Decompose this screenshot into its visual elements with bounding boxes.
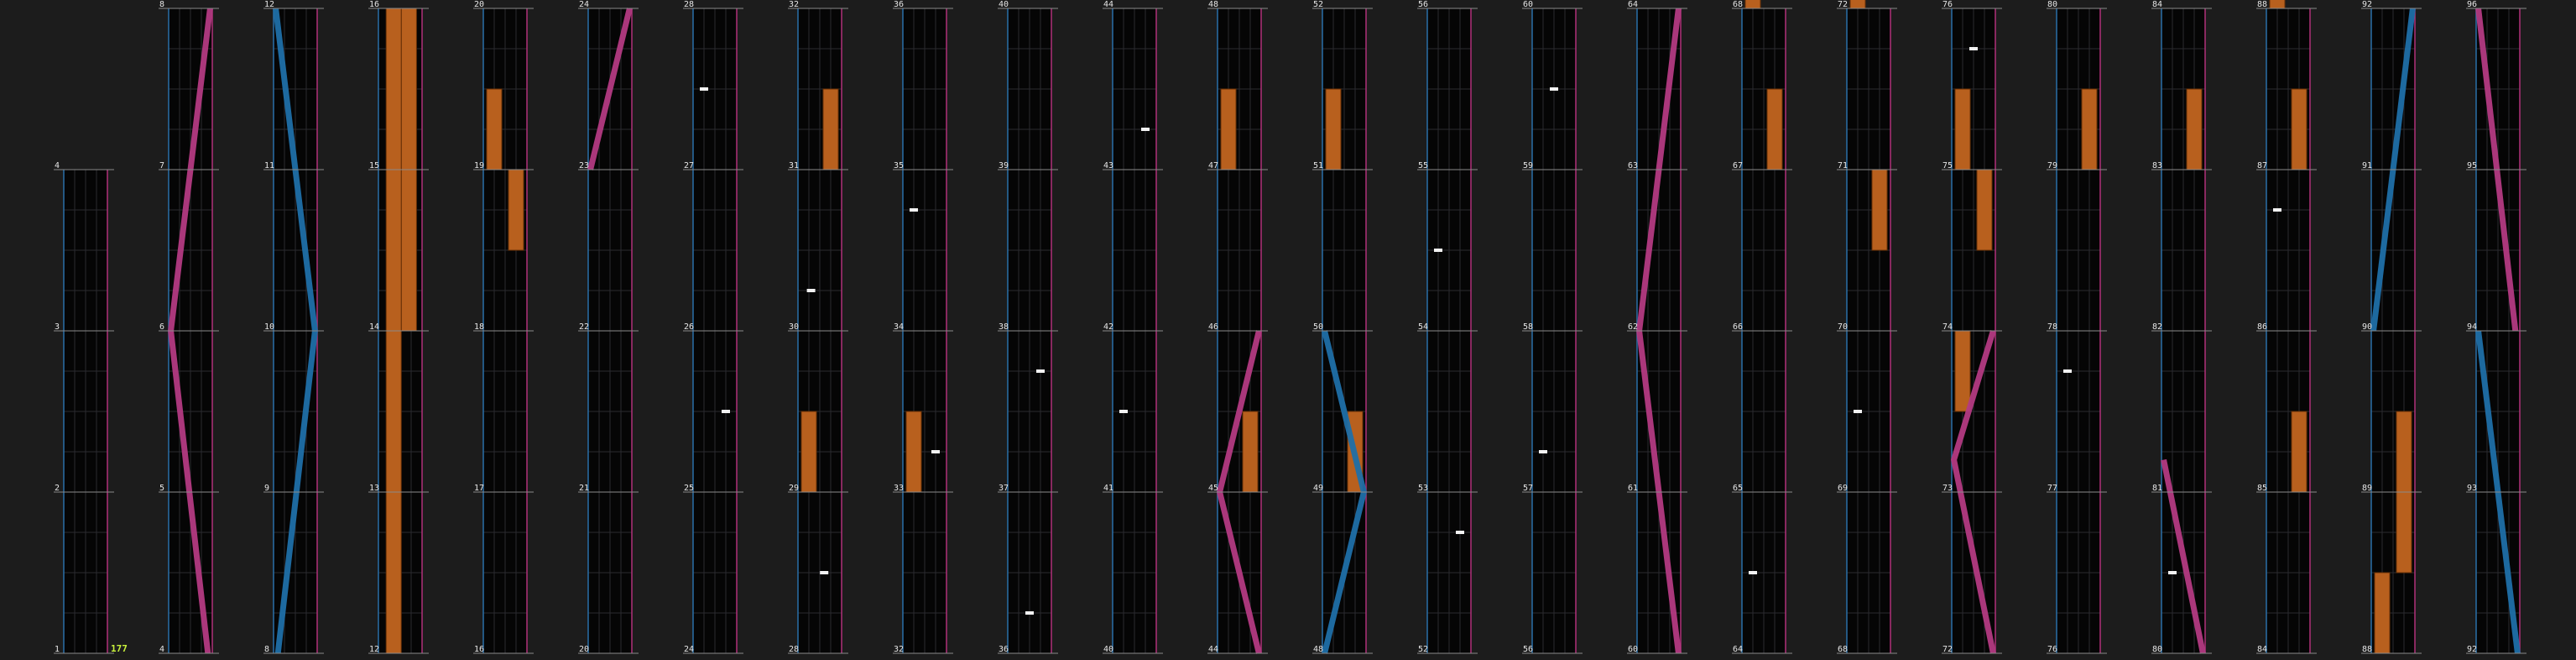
measure-number: 6 xyxy=(159,322,165,332)
measure-number: 85 xyxy=(2257,484,2268,493)
chip-note xyxy=(2273,208,2281,212)
measure-number: 41 xyxy=(1103,484,1114,493)
fx-hold-note xyxy=(2292,89,2307,170)
fx-hold-note xyxy=(823,89,838,170)
measure-number: 9 xyxy=(264,484,270,493)
measure-number: 57 xyxy=(1523,484,1534,493)
measure-number: 32 xyxy=(894,645,905,654)
fx-hold-note xyxy=(1745,0,1760,8)
measure-number: 23 xyxy=(579,161,590,170)
measure-number: 44 xyxy=(1208,645,1219,654)
measure-number: 18 xyxy=(474,322,485,332)
measure-number: 91 xyxy=(2362,161,2373,170)
fx-hold-note xyxy=(1850,0,1865,8)
chip-note xyxy=(1550,87,1558,91)
measure-number: 35 xyxy=(894,161,905,170)
chip-note xyxy=(931,450,940,453)
fx-hold-note xyxy=(1243,411,1258,492)
measure-number: 84 xyxy=(2257,645,2268,654)
measure-number: 10 xyxy=(264,322,275,332)
fx-hold-note xyxy=(801,411,816,492)
measure-number: 62 xyxy=(1628,322,1639,332)
measure-number: 72 xyxy=(1942,645,1953,654)
measure-number: 66 xyxy=(1733,322,1744,332)
measure-number: 88 xyxy=(2362,645,2373,654)
measure-number: 79 xyxy=(2047,161,2058,170)
measure-number: 54 xyxy=(1418,322,1429,332)
measure-number: 96 xyxy=(2467,0,2478,9)
measure-number: 51 xyxy=(1313,161,1324,170)
chip-note xyxy=(1969,47,1978,50)
measure-number: 53 xyxy=(1418,484,1429,493)
measure-number: 68 xyxy=(1838,645,1849,654)
measure-number: 39 xyxy=(999,161,1009,170)
measure-number: 48 xyxy=(1313,645,1324,654)
fx-hold-note xyxy=(1955,331,1970,411)
measure-number: 80 xyxy=(2152,645,2163,654)
measure-number: 20 xyxy=(474,0,485,9)
measure-number: 92 xyxy=(2467,645,2478,654)
measure-number: 7 xyxy=(159,161,165,170)
measure-number: 11 xyxy=(264,161,275,170)
measure-number: 90 xyxy=(2362,322,2373,332)
measure-number: 43 xyxy=(1103,161,1114,170)
chip-note xyxy=(1036,369,1045,373)
measure-number: 36 xyxy=(894,0,905,9)
measure-number: 80 xyxy=(2047,0,2058,9)
measure-number: 69 xyxy=(1838,484,1849,493)
chip-note xyxy=(1539,450,1547,453)
measure-number: 77 xyxy=(2047,484,2058,493)
chip-note xyxy=(700,87,708,91)
fx-hold-note xyxy=(2187,89,2202,170)
measure-number: 13 xyxy=(369,484,380,493)
measure-number: 56 xyxy=(1418,0,1429,9)
measure-number: 45 xyxy=(1208,484,1219,493)
measure-number: 40 xyxy=(999,0,1009,9)
measure-number: 38 xyxy=(999,322,1009,332)
measure-number: 70 xyxy=(1838,322,1849,332)
measure-number: 48 xyxy=(1208,0,1219,9)
measure-number: 4 xyxy=(55,161,60,170)
measure-number: 46 xyxy=(1208,322,1219,332)
chip-note xyxy=(2168,571,2177,574)
measure-number: 95 xyxy=(2467,161,2478,170)
fx-hold-note xyxy=(508,170,524,250)
measure-number: 72 xyxy=(1838,0,1849,9)
measure-number: 76 xyxy=(2047,645,2058,654)
chip-note xyxy=(910,208,918,212)
measure-number: 49 xyxy=(1313,484,1324,493)
measure-number: 42 xyxy=(1103,322,1114,332)
measure-number: 28 xyxy=(789,645,800,654)
fx-hold-note xyxy=(1326,89,1341,170)
measure-number: 92 xyxy=(2362,0,2373,9)
measure-number: 64 xyxy=(1733,645,1744,654)
measure-number: 55 xyxy=(1418,161,1429,170)
measure-number: 59 xyxy=(1523,161,1534,170)
measure-number: 76 xyxy=(1942,0,1953,9)
measure-number: 87 xyxy=(2257,161,2268,170)
measure-number: 86 xyxy=(2257,322,2268,332)
measure-number: 52 xyxy=(1418,645,1429,654)
measure-number: 16 xyxy=(369,0,380,9)
measure-number: 73 xyxy=(1942,484,1953,493)
fx-hold-note xyxy=(1955,89,1970,170)
fx-hold-note xyxy=(487,89,502,170)
fx-hold-note xyxy=(1872,170,1887,250)
fx-hold-note xyxy=(1977,170,1992,250)
fx-hold-note xyxy=(2270,0,2285,8)
measure-number: 89 xyxy=(2362,484,2373,493)
chip-note xyxy=(807,289,816,292)
measure-number: 22 xyxy=(579,322,590,332)
measure-number: 3 xyxy=(55,322,60,332)
combo-label: 177 xyxy=(111,643,128,654)
measure-number: 58 xyxy=(1523,322,1534,332)
chip-note xyxy=(1025,611,1034,615)
lanes-layer xyxy=(64,8,2520,653)
measure-number: 21 xyxy=(579,484,590,493)
chip-note xyxy=(1456,531,1464,534)
measure-number: 94 xyxy=(2467,322,2478,332)
measure-number: 67 xyxy=(1733,161,1744,170)
chip-note xyxy=(1854,410,1862,413)
measure-number: 14 xyxy=(369,322,380,332)
fx-hold-note xyxy=(906,411,921,492)
measure-number: 47 xyxy=(1208,161,1219,170)
measure-number: 32 xyxy=(789,0,800,9)
measure-number: 36 xyxy=(999,645,1009,654)
measure-number: 8 xyxy=(264,645,270,654)
fx-hold-note xyxy=(2375,573,2390,653)
measure-number: 71 xyxy=(1838,161,1849,170)
measure-number: 24 xyxy=(684,645,695,654)
measure-number: 56 xyxy=(1523,645,1534,654)
measure-number: 27 xyxy=(684,161,695,170)
measure-number: 40 xyxy=(1103,645,1114,654)
measure-number: 16 xyxy=(474,645,485,654)
chip-note xyxy=(1434,249,1442,252)
measure-number: 60 xyxy=(1628,645,1639,654)
measure-number: 2 xyxy=(55,484,60,493)
fx-hold-note xyxy=(2082,89,2097,170)
measure-number: 24 xyxy=(579,0,590,9)
measure-number: 60 xyxy=(1523,0,1534,9)
chip-note xyxy=(722,410,730,413)
measure-number: 93 xyxy=(2467,484,2478,493)
measures-layer xyxy=(54,0,2526,654)
measure-number: 15 xyxy=(369,161,380,170)
measure-number: 29 xyxy=(789,484,800,493)
measure-number: 17 xyxy=(474,484,485,493)
measure-number: 8 xyxy=(159,0,165,9)
measure-number: 12 xyxy=(264,0,275,9)
measure-number: 30 xyxy=(789,322,800,332)
measure-number: 19 xyxy=(474,161,485,170)
chip-note xyxy=(1141,128,1150,131)
measure-number: 83 xyxy=(2152,161,2163,170)
fx-hold-note xyxy=(1767,89,1782,170)
measure-number: 33 xyxy=(894,484,905,493)
measure-number: 84 xyxy=(2152,0,2163,9)
chip-note xyxy=(1749,571,1757,574)
measure-number: 25 xyxy=(684,484,695,493)
measure-number: 44 xyxy=(1103,0,1114,9)
measure-number: 50 xyxy=(1313,322,1324,332)
measure-number: 28 xyxy=(684,0,695,9)
measure-number: 82 xyxy=(2152,322,2163,332)
measure-number: 75 xyxy=(1942,161,1953,170)
chip-note xyxy=(2063,369,2072,373)
lane-column xyxy=(64,170,107,653)
measure-number: 12 xyxy=(369,645,380,654)
measure-number: 5 xyxy=(159,484,165,493)
measure-number: 4 xyxy=(159,645,165,654)
measure-number: 88 xyxy=(2257,0,2268,9)
measure-number: 31 xyxy=(789,161,800,170)
measure-number: 64 xyxy=(1628,0,1639,9)
measure-number: 65 xyxy=(1733,484,1744,493)
measure-number: 78 xyxy=(2047,322,2058,332)
measure-number: 81 xyxy=(2152,484,2163,493)
chip-note xyxy=(820,571,828,574)
measure-number: 68 xyxy=(1733,0,1744,9)
measure-number: 52 xyxy=(1313,0,1324,9)
measure-number: 61 xyxy=(1628,484,1639,493)
measure-number: 63 xyxy=(1628,161,1639,170)
measure-number: 74 xyxy=(1942,322,1953,332)
chip-note xyxy=(1119,410,1128,413)
measure-number: 1 xyxy=(55,645,60,654)
fx-hold-note xyxy=(2292,411,2307,492)
measure-number: 34 xyxy=(894,322,905,332)
measure-number: 20 xyxy=(579,645,590,654)
measure-number: 37 xyxy=(999,484,1009,493)
fx-hold-note xyxy=(1221,89,1236,170)
measure-number: 26 xyxy=(684,322,695,332)
